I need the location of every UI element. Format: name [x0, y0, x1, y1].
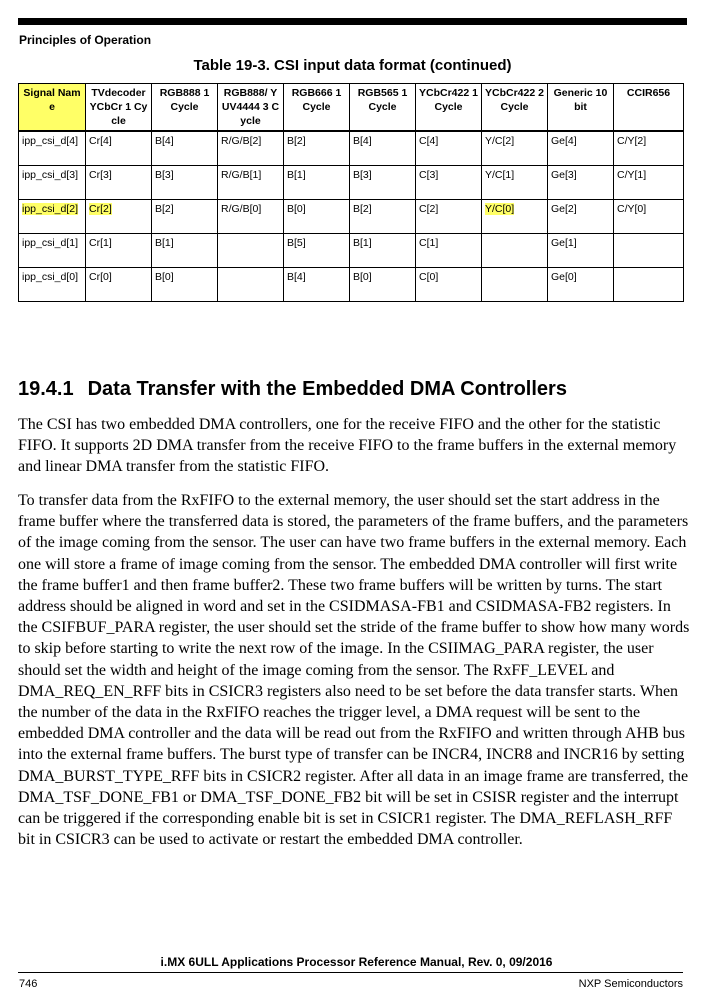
- section-number: 19.4.1: [18, 378, 74, 400]
- table-cell: B[3]: [152, 166, 218, 200]
- table-cell: ipp_csi_d[1]: [19, 234, 86, 268]
- table-row: [19, 268, 684, 302]
- table-cell: [19, 200, 86, 234]
- table-cell: B[0]: [152, 268, 218, 302]
- table-cell: R/G/B[1]: [218, 166, 284, 200]
- table-cell: Cr[4]: [86, 131, 152, 166]
- table-cell: B[2]: [284, 131, 350, 166]
- table-cell: B[5]: [284, 234, 350, 268]
- table-cell: B[2]: [350, 200, 416, 234]
- table-cell: [218, 234, 284, 268]
- table-cell: [614, 268, 684, 302]
- table-row: [19, 166, 684, 200]
- header-bar: [18, 18, 687, 25]
- paragraph: The CSI has two embedded DMA controllers, one for the receive FIFO and the other for the statistic FIFO. It supports 2D DMA transfer from the receive FIFO to the frame buffers in the external memory and linear DMA transfer from the statistic FIFO.: [18, 416, 677, 476]
- footer-company: NXP Semiconductors: [578, 978, 683, 990]
- table-cell: C[1]: [416, 234, 482, 268]
- table-cell: Y/C[1]: [482, 166, 548, 200]
- table-cell: Cr[3]: [86, 166, 152, 200]
- table-row: [19, 131, 684, 166]
- table-cell: B[4]: [350, 131, 416, 166]
- table-cell: [86, 200, 152, 234]
- table-cell: C/Y[0]: [614, 200, 684, 234]
- table-cell: Y/C[2]: [482, 131, 548, 166]
- table-cell: Cr[0]: [86, 268, 152, 302]
- table-cell: R/G/B[2]: [218, 131, 284, 166]
- table-cell: [482, 268, 548, 302]
- table-row-highlighted: [19, 200, 684, 234]
- table-cell: C[4]: [416, 131, 482, 166]
- footer-divider: [18, 972, 683, 973]
- table-cell: C[2]: [416, 200, 482, 234]
- col-header-generic-10bit: Generic 10 bit: [548, 84, 614, 132]
- table-cell: B[1]: [284, 166, 350, 200]
- paragraph: To transfer data from the RxFIFO to the external memory, the user should set the start address in the frame buffer where the transferred data is stored, the parameters of the frame buffers, and the parameters of the image coming from the sensor. The user can have two frame buffers in the external memory. Each one will store a frame of image coming from the sensor. The embedded DMA controller will first write the frame buffer1 and then frame buffer2. These two frame buffers will be written by turns. The start address should be aligned in word and set in the CSIDMASA-FB1 and CSIDMASA-FB2 registers. In the CSIFBUF_PARA register, the user should set the stride of the frame buffer to show how many words to skip before starting to write the next row of the image. In the CSIIMAG_PARA register, the user should set the width and height of the image coming from the sensor. The RxFF_LEVEL and DMA_REQ_EN_RFF bits in CSICR3 registers also need to be set before the data transfer starts. When the number of the data in the RxFIFO reaches the trigger level, a DMA request will be sent to the embedded DMA controller and the data will be read out from the RxFIFO and written through AHB bus into the external frame buffers. The burst type of transfer can be INCR4, INCR8 and INCR16 by setting DMA_BURST_TYPE_RFF bits in CSICR2 register. After all data in an image frame are transferred, the DMA_TSF_DONE_FB1 or DMA_TSF_DONE_FB2 bit will be set in CSISR register and the interrupt can be triggered if the corresponding enable bit is set in CSICR1 register. The DMA_REFLASH_RFF bit in CSICR3 can be used to activate or restart the embedded DMA controller.: [18, 492, 690, 849]
- table-cell: C[3]: [416, 166, 482, 200]
- table-cell: B[0]: [350, 268, 416, 302]
- col-header-tvdecoder: TVdecoder YCbCr 1 Cycle: [86, 84, 152, 132]
- csi-input-format-table: [18, 83, 684, 302]
- table-cell: C/Y[2]: [614, 131, 684, 166]
- table-header-row: [19, 84, 684, 132]
- section-heading: [18, 378, 567, 401]
- table-cell: B[3]: [350, 166, 416, 200]
- table-cell: R/G/B[0]: [218, 200, 284, 234]
- highlighted-text: Cr[2]: [89, 203, 112, 215]
- table-cell: B[4]: [152, 131, 218, 166]
- table-cell: ipp_csi_d[0]: [19, 268, 86, 302]
- table-cell: [218, 268, 284, 302]
- col-header-ccir656: CCIR656: [614, 84, 684, 132]
- table-row: [19, 234, 684, 268]
- table-cell: ipp_csi_d[4]: [19, 131, 86, 166]
- table-cell: Ge[1]: [548, 234, 614, 268]
- table-cell: B[4]: [284, 268, 350, 302]
- table-cell: Ge[3]: [548, 166, 614, 200]
- col-header-ycbcr422-2: YCbCr422 2 Cycle: [482, 84, 548, 132]
- table-cell: B[1]: [152, 234, 218, 268]
- page-number: 746: [19, 978, 38, 990]
- table-cell: B[2]: [152, 200, 218, 234]
- table-cell: Ge[0]: [548, 268, 614, 302]
- col-header-rgb888-yuv4444: RGB888/ YUV4444 3 Cycle: [218, 84, 284, 132]
- running-header: Principles of Operation: [19, 33, 152, 47]
- table-cell: [482, 200, 548, 234]
- table-cell: Cr[1]: [86, 234, 152, 268]
- table-cell: C[0]: [416, 268, 482, 302]
- table-cell: [482, 234, 548, 268]
- section-title: Data Transfer with the Embedded DMA Controllers: [87, 378, 567, 400]
- table-cell: ipp_csi_d[3]: [19, 166, 86, 200]
- highlighted-text: ipp_csi_d[2]: [22, 203, 79, 215]
- table-cell: B[0]: [284, 200, 350, 234]
- footer-document-title: i.MX 6ULL Applications Processor Reference Manual, Rev. 0, 09/2016: [160, 955, 553, 969]
- table-cell: B[1]: [350, 234, 416, 268]
- table-cell: Ge[2]: [548, 200, 614, 234]
- table-cell: Ge[4]: [548, 131, 614, 166]
- table-cell: C/Y[1]: [614, 166, 684, 200]
- table-title: Table 19-3. CSI input data format (continued): [193, 57, 512, 74]
- col-header-rgb666: RGB666 1 Cycle: [284, 84, 350, 132]
- col-header-rgb565: RGB565 1 Cycle: [350, 84, 416, 132]
- highlighted-text: Y/C[0]: [485, 203, 515, 215]
- col-header-signal-name: Signal Name: [19, 84, 86, 132]
- table-cell: [614, 234, 684, 268]
- col-header-rgb888-1: RGB888 1 Cycle: [152, 84, 218, 132]
- col-header-ycbcr422-1: YCbCr422 1 Cycle: [416, 84, 482, 132]
